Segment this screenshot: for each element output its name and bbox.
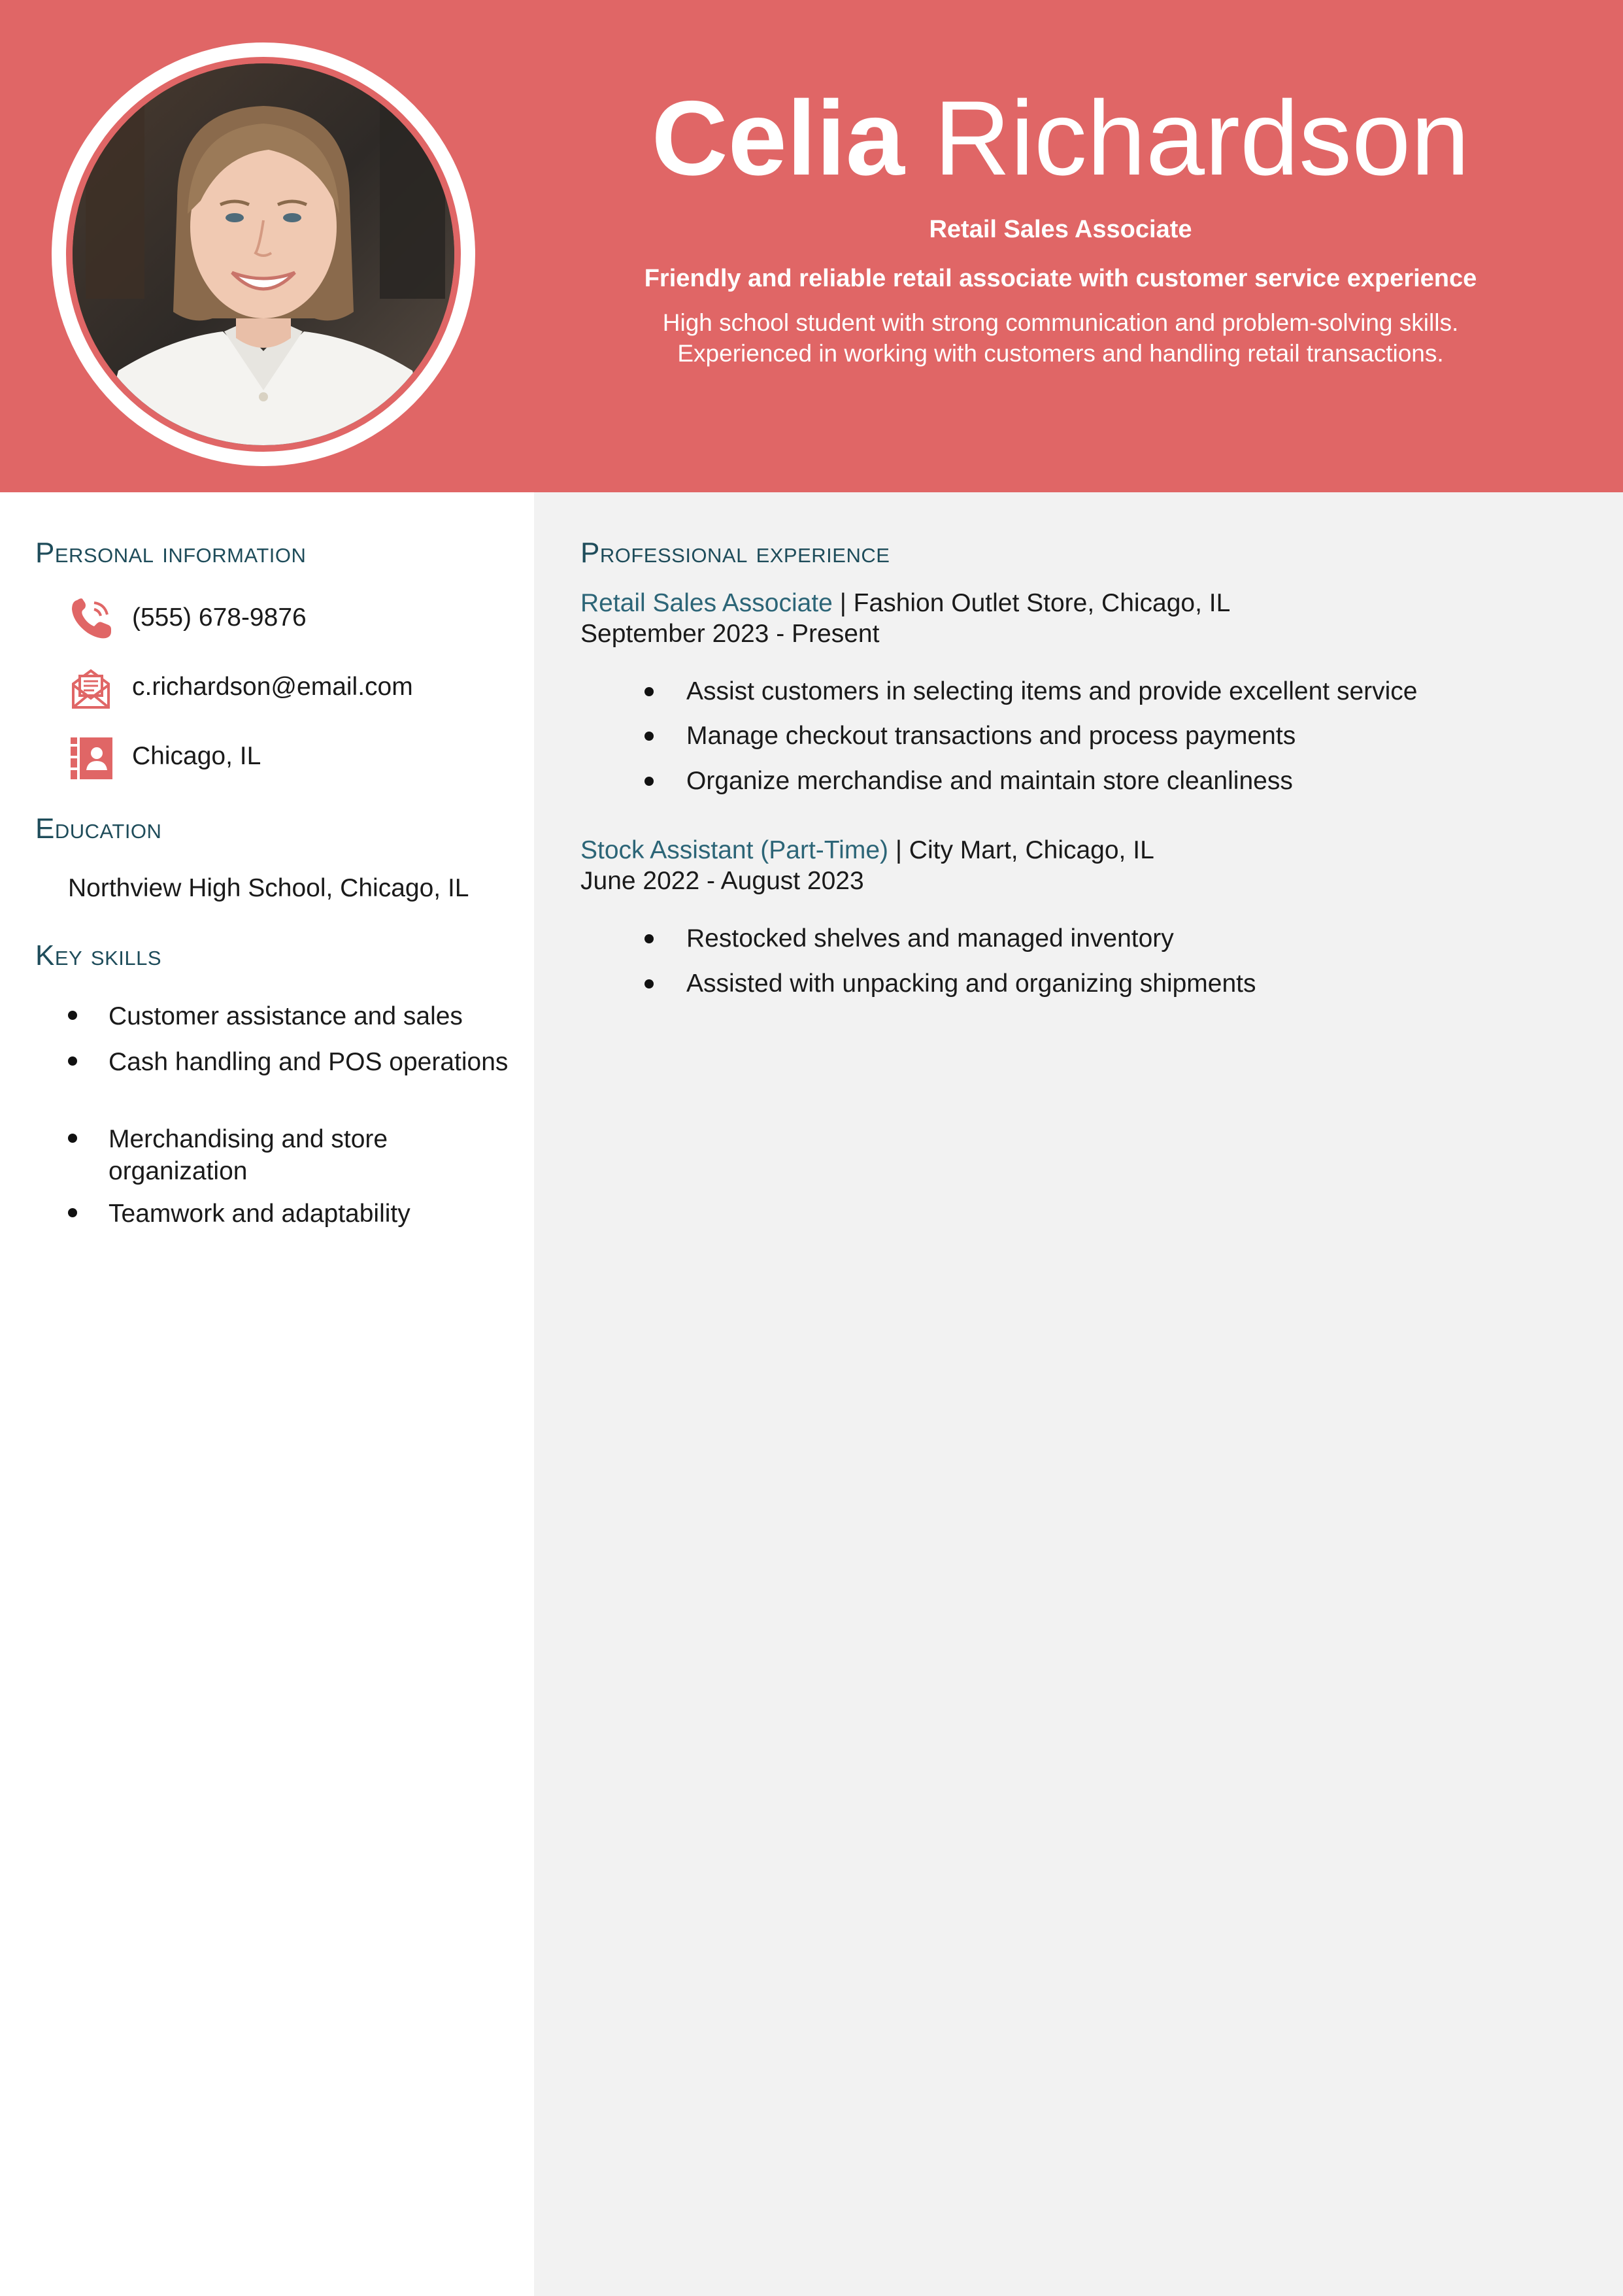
job-1-header <box>580 587 1230 620</box>
skill-text: Cash handling and POS operations <box>109 1048 509 1076</box>
bullet-dot <box>644 777 654 786</box>
job-bullet-text: Assisted with unpacking and organizing shipments <box>686 970 1256 998</box>
profile-photo-border <box>66 57 461 452</box>
bullet-dot <box>68 1208 77 1217</box>
profile-photo-frame <box>52 42 475 466</box>
job-bullet <box>644 968 1256 1000</box>
job-bullet-text: Restocked shelves and managed inventory <box>686 924 1174 953</box>
skill-item <box>68 1046 527 1078</box>
bullet-dot <box>68 1011 77 1020</box>
first-name: Celia <box>651 79 905 197</box>
job-bullet <box>644 922 1174 955</box>
bullet-dot <box>644 687 654 696</box>
bullet-dot <box>68 1056 77 1066</box>
skill-text: Merchandising and store organization <box>109 1125 388 1185</box>
skill-text: Teamwork and adaptability <box>109 1200 410 1228</box>
job-bullet <box>644 765 1293 798</box>
contact-location-row <box>0 735 510 787</box>
job-2-header <box>580 834 1154 867</box>
right-column-panel <box>534 492 1623 2296</box>
tagline: Friendly and reliable retail associate with customer service experience <box>644 265 1477 292</box>
personal-info-heading: Personal information <box>35 537 307 569</box>
envelope-icon <box>68 666 114 711</box>
skill-item <box>68 1123 527 1187</box>
job-company: | Fashion Outlet Store, Chicago, IL <box>832 589 1231 617</box>
job-company: | City Mart, Chicago, IL <box>888 836 1154 864</box>
contact-phone-row <box>0 596 510 649</box>
job-role: Retail Sales Associate <box>580 589 833 617</box>
job-bullet <box>644 720 1296 752</box>
skill-item <box>68 1198 527 1230</box>
contact-card-icon <box>68 735 114 781</box>
job-dates: June 2022 - August 2023 <box>580 867 864 895</box>
summary-line: Experienced in working with customers and handling retail transactions. <box>677 340 1444 367</box>
profile-photo-illustration <box>73 63 454 445</box>
contact-email-row <box>0 666 510 718</box>
candidate-name <box>608 73 1513 204</box>
email-address: c.richardson@email.com <box>132 673 413 701</box>
job-bullet-text: Assist customers in selecting items and provide excellent service <box>686 677 1418 705</box>
school-name: Northview High School, Chicago, IL <box>68 874 469 902</box>
experience-heading: Professional experience <box>580 537 890 569</box>
phone-icon <box>68 596 114 642</box>
profile-photo <box>73 63 454 445</box>
bullet-dot <box>68 1134 77 1143</box>
job-bullet-text: Organize merchandise and maintain store cleanliness <box>686 767 1293 795</box>
phone-number: (555) 678-9876 <box>132 603 307 632</box>
job-title: Retail Sales Associate <box>929 216 1192 243</box>
summary <box>608 307 1513 369</box>
skill-text: Customer assistance and sales <box>109 1002 463 1030</box>
job-bullet <box>644 675 1417 708</box>
skill-item <box>68 1000 527 1032</box>
header-banner <box>0 0 1623 492</box>
location: Chicago, IL <box>132 742 261 770</box>
education-heading: Education <box>35 813 162 845</box>
last-name: Richardson <box>933 79 1470 197</box>
job-dates: September 2023 - Present <box>580 620 880 648</box>
summary-line: High school student with strong communication and problem-solving skills. <box>662 309 1459 336</box>
job-bullet-text: Manage checkout transactions and process payments <box>686 722 1296 750</box>
job-role: Stock Assistant (Part-Time) <box>580 836 888 864</box>
bullet-dot <box>644 732 654 741</box>
key-skills-heading: Key skills <box>35 939 162 971</box>
bullet-dot <box>644 934 654 943</box>
bullet-dot <box>644 979 654 988</box>
